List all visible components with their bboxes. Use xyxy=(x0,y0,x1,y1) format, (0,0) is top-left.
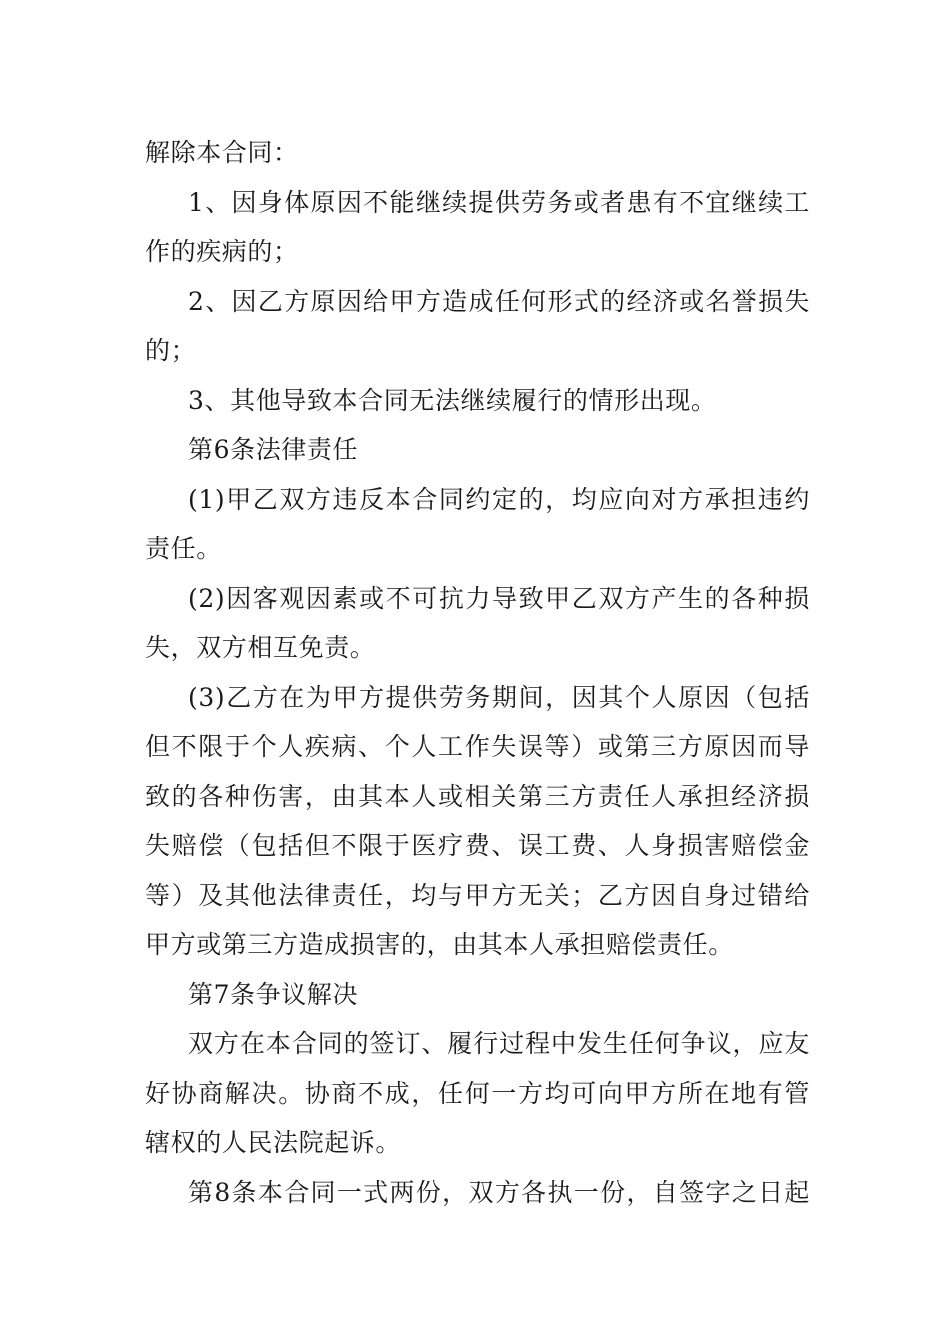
paragraph-line: 甲方或第三方造成损害的，由其本人承担赔偿责任。 xyxy=(145,930,734,959)
section-heading: 第7条争议解决 xyxy=(188,979,359,1009)
paragraph-line: 责任。 xyxy=(145,534,222,563)
paragraph-line: 好协商解决。协商不成，任何一方均可向甲方所在地有管 xyxy=(145,1078,810,1108)
paragraph-line: 辖权的人民法院起诉。 xyxy=(145,1128,402,1157)
paragraph-line: 解除本合同： xyxy=(145,138,299,167)
paragraph-line: 3、其他导致本合同无法继续履行的情形出现。 xyxy=(188,385,717,415)
paragraph-line: (3)乙方在为甲方提供劳务期间，因其个人原因（包括 xyxy=(188,682,810,712)
paragraph-line: 但不限于个人疾病、个人工作失误等）或第三方原因而导 xyxy=(145,732,810,761)
paragraph-line: 作的疾病的； xyxy=(145,237,299,266)
paragraph-line: (1)甲乙双方违反本合同约定的，均应向对方承担违约 xyxy=(188,484,810,514)
paragraph-line: 1、因身体原因不能继续提供劳务或者患有不宜继续工 xyxy=(188,187,810,217)
paragraph-line: 等）及其他法律责任，均与甲方无关；乙方因自身过错给 xyxy=(145,880,810,910)
paragraph-line: 失，双方相互免责。 xyxy=(145,633,376,662)
paragraph-line: 2、因乙方原因给甲方造成任何形式的经济或名誉损失 xyxy=(188,286,810,316)
section-heading: 第6条法律责任 xyxy=(188,435,359,464)
paragraph-line: 第8条本合同一式两份，双方各执一份，自签字之日起 xyxy=(188,1177,810,1207)
paragraph-line: 双方在本合同的签订、履行过程中发生任何争议，应友 xyxy=(188,1029,810,1058)
document-body xyxy=(145,128,810,1217)
paragraph-line: (2)因客观因素或不可抗力导致甲乙双方产生的各种损 xyxy=(188,583,810,613)
paragraph-line: 失赔偿（包括但不限于医疗费、误工费、人身损害赔偿金 xyxy=(145,831,810,860)
paragraph-line: 的； xyxy=(145,336,197,365)
paragraph-line: 致的各种伤害，由其本人或相关第三方责任人承担经济损 xyxy=(145,781,810,811)
